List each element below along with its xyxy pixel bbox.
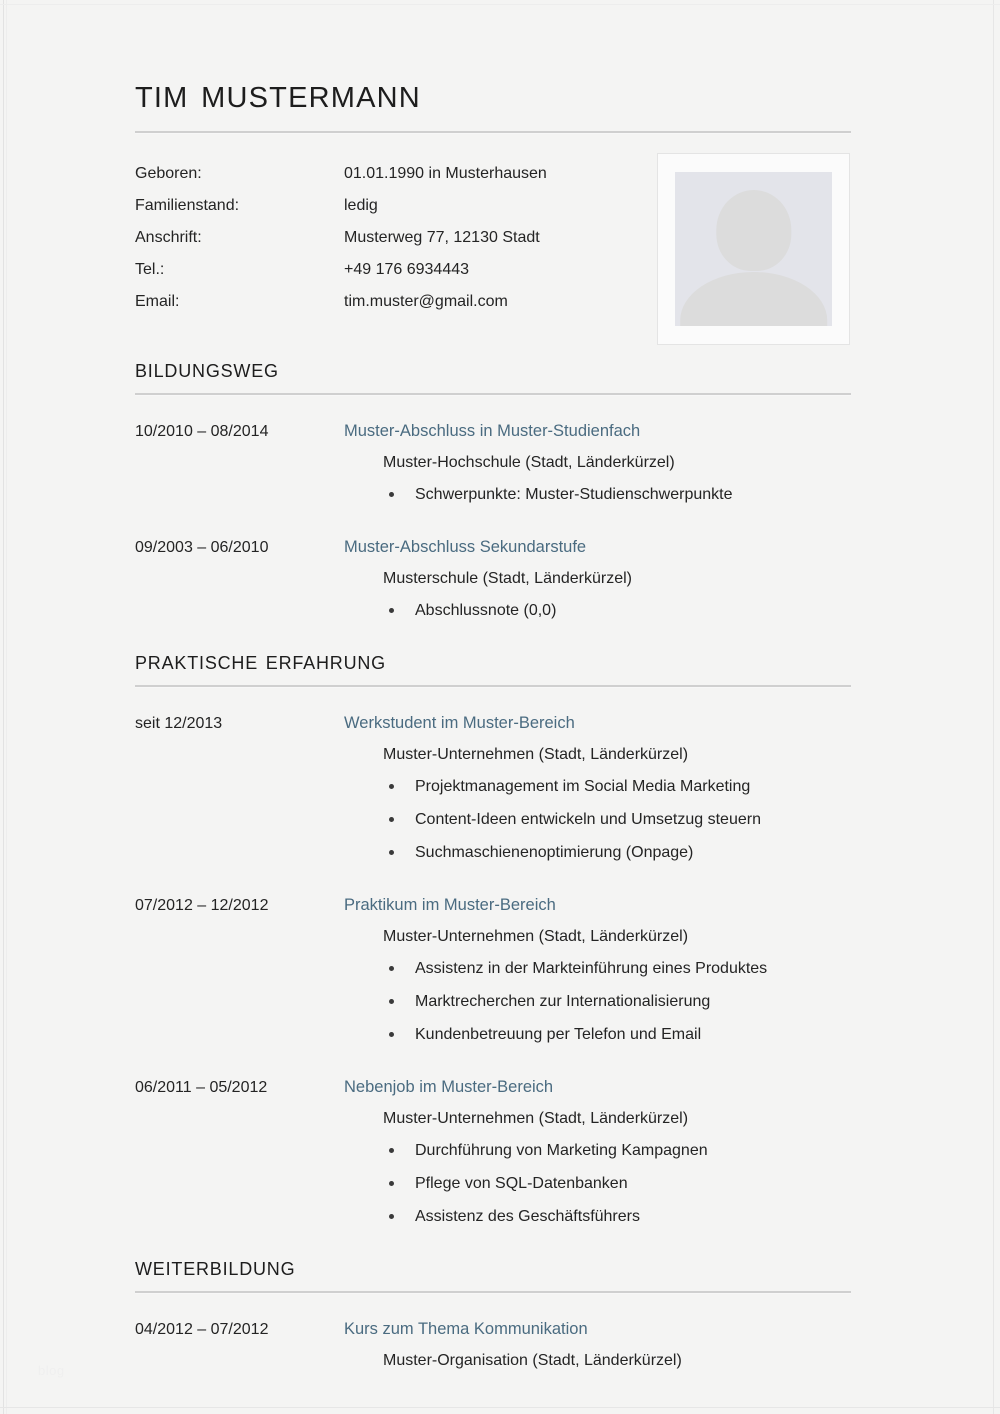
list-item-text: Pflege von SQL-Datenbanken — [415, 1175, 628, 1193]
section-heading: bildungsweg — [135, 355, 279, 384]
entry-body — [344, 713, 851, 863]
entry-title: Kurs zum Thema Kommunikation — [344, 1320, 588, 1339]
personal-row-familienstand — [135, 196, 635, 215]
list-item — [344, 959, 851, 979]
bullet-dot-icon — [389, 817, 394, 822]
personal-label: Familienstand: — [135, 197, 240, 215]
section-bildungsweg — [135, 354, 851, 621]
bullet-dot-icon — [389, 999, 394, 1004]
personal-value: 01.01.1990 in Musterhausen — [344, 165, 547, 183]
list-item-text: Kundenbetreuung per Telefon und Email — [415, 1026, 702, 1044]
personal-label: Geboren: — [135, 165, 202, 183]
watermark: blog — [38, 1363, 65, 1378]
entry-body — [344, 421, 851, 505]
section-weiterbildung — [135, 1252, 851, 1383]
bullet-dot-icon — [389, 850, 394, 855]
list-item-text: Schwerpunkte: Muster-Studienschwerpunkte — [415, 486, 733, 504]
personal-details-table — [135, 164, 635, 324]
entry-organisation: Musterschule (Stadt, Länderkürzel) — [383, 570, 632, 588]
personal-label: Tel.: — [135, 261, 165, 279]
entry-title: Werkstudent im Muster-Bereich — [344, 714, 575, 733]
list-item-text: Assistenz des Geschäftsführers — [415, 1208, 640, 1226]
bullet-dot-icon — [389, 966, 394, 971]
section-heading: praktische erfahrung — [135, 647, 386, 676]
personal-value: ledig — [344, 197, 378, 215]
list-item — [344, 777, 851, 797]
entry-title: Muster-Abschluss in Muster-Studienfach — [344, 422, 641, 441]
list-item — [344, 601, 851, 621]
personal-value: tim.muster@gmail.com — [344, 293, 508, 311]
entry-item — [135, 895, 851, 1045]
list-item — [344, 1207, 851, 1227]
entry-item — [135, 713, 851, 863]
entry-title: Muster-Abschluss Sekundarstufe — [344, 538, 587, 557]
list-item — [344, 1174, 851, 1194]
personal-value: +49 176 6934443 — [344, 261, 470, 279]
title-divider — [135, 131, 851, 134]
bullet-dot-icon — [389, 608, 394, 613]
bullet-dot-icon — [389, 784, 394, 789]
resume-content — [135, 70, 851, 1383]
list-item-text: Projektmanagement im Social Media Marketing — [415, 778, 751, 796]
entry-body — [344, 1319, 851, 1383]
personal-row-geboren — [135, 164, 635, 183]
entry-body — [344, 895, 851, 1045]
entry-item — [135, 1077, 851, 1227]
entry-bullet-list — [344, 777, 851, 863]
entry-date: 09/2003 – 06/2010 — [135, 539, 269, 557]
page-title: tim mustermann — [135, 70, 421, 116]
list-item — [344, 485, 851, 505]
list-item — [344, 843, 851, 863]
list-item — [344, 992, 851, 1012]
entry-date: 06/2011 – 05/2012 — [135, 1079, 268, 1097]
entry-date: seit 12/2013 — [135, 715, 223, 733]
entry-organisation: Muster-Unternehmen (Stadt, Länderkürzel) — [383, 746, 689, 764]
bullet-dot-icon — [389, 492, 394, 497]
list-item-text: Durchführung von Marketing Kampagnen — [415, 1142, 708, 1160]
entry-organisation: Muster-Hochschule (Stadt, Länderkürzel) — [383, 454, 675, 472]
list-item-text: Marktrecherchen zur Internationalisierung — [415, 993, 711, 1011]
bullet-dot-icon — [389, 1214, 394, 1219]
entry-date: 07/2012 – 12/2012 — [135, 897, 269, 915]
bullet-dot-icon — [389, 1181, 394, 1186]
list-item — [344, 810, 851, 830]
personal-details — [135, 164, 851, 324]
list-item — [344, 1025, 851, 1045]
section-divider — [135, 685, 851, 688]
list-item-text: Suchmaschienenoptimierung (Onpage) — [415, 844, 694, 862]
entry-bullet-list — [344, 601, 851, 621]
entry-body — [344, 537, 851, 621]
entry-title: Nebenjob im Muster-Bereich — [344, 1078, 554, 1097]
list-item — [344, 1141, 851, 1161]
personal-row-anschrift — [135, 228, 635, 247]
entry-item — [135, 421, 851, 505]
page-edge-left-inner — [6, 0, 7, 1414]
personal-row-telefon — [135, 260, 635, 279]
section-divider — [135, 1291, 851, 1294]
list-item-text: Assistenz in der Markteinführung eines Produktes — [415, 960, 768, 978]
entry-bullet-list — [344, 485, 851, 505]
entry-bullet-list — [344, 959, 851, 1045]
bullet-dot-icon — [389, 1148, 394, 1153]
bullet-dot-icon — [389, 1032, 394, 1037]
page-edge-left — [3, 0, 4, 1414]
personal-row-email — [135, 292, 635, 311]
entry-title: Praktikum im Muster-Bereich — [344, 896, 556, 915]
section-praktische-erfahrung — [135, 646, 851, 1227]
page-edge-bottom — [0, 1407, 1000, 1408]
entry-item — [135, 1319, 851, 1383]
personal-label: Email: — [135, 293, 180, 311]
entry-organisation: Muster-Unternehmen (Stadt, Länderkürzel) — [383, 1110, 689, 1128]
entry-organisation: Muster-Organisation (Stadt, Länderkürzel) — [383, 1352, 682, 1370]
section-divider — [135, 393, 851, 396]
section-heading: weiterbildung — [135, 1253, 296, 1282]
page-edge-right — [993, 0, 994, 1414]
list-item-text: Content-Ideen entwickeln und Umsetzug steuern — [415, 811, 761, 829]
personal-label: Anschrift: — [135, 229, 202, 247]
entry-date: 10/2010 – 08/2014 — [135, 423, 269, 441]
personal-value: Musterweg 77, 12130 Stadt — [344, 229, 540, 247]
list-item-text: Abschlussnote (0,0) — [415, 602, 557, 620]
entry-item — [135, 537, 851, 621]
entry-body — [344, 1077, 851, 1227]
entry-date: 04/2012 – 07/2012 — [135, 1321, 269, 1339]
page-edge-top — [0, 4, 1000, 5]
entry-bullet-list — [344, 1141, 851, 1227]
entry-organisation: Muster-Unternehmen (Stadt, Länderkürzel) — [383, 928, 689, 946]
